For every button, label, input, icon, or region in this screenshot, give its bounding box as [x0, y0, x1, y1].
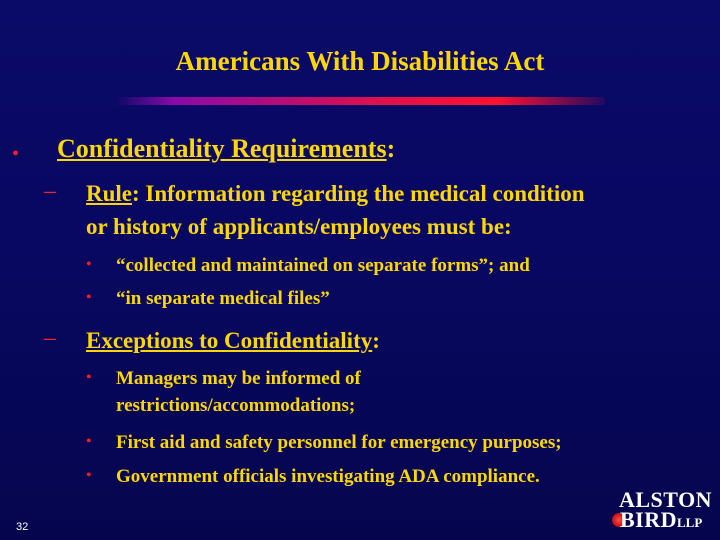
exceptions-suffix: :: [372, 328, 380, 353]
exceptions-label: Exceptions to Confidentiality: [86, 328, 373, 353]
slide-title: Americans With Disabilities Act: [175, 46, 545, 76]
exception-item-2: First aid and safety personnel for emergency purposes;: [116, 432, 562, 453]
exception-item-1-line-1: Managers may be informed of: [116, 368, 361, 389]
confidentiality-suffix: :: [386, 134, 396, 163]
rule-label: Rule: [86, 181, 132, 206]
exception-item-3-marker: •: [86, 467, 92, 484]
title-divider: [115, 97, 605, 105]
exception-item-3: Government officials investigating ADA compliance.: [116, 466, 540, 487]
rule-line-1: [86, 178, 585, 210]
page-number: 32: [16, 521, 29, 533]
logo-top-text: ALSTON: [619, 487, 713, 512]
rule-text-1: : Information regarding the medical condition: [132, 181, 585, 206]
rule-item-2: “in separate medical files”: [116, 288, 330, 309]
exception-item-2-marker: •: [86, 433, 92, 450]
logo-bottom-text: BIRD: [620, 507, 678, 532]
confidentiality-heading: [57, 134, 395, 164]
bullet-marker: •: [12, 143, 20, 165]
rule-line-2: or history of applicants/employees must be:: [86, 214, 512, 239]
rule-item-1-marker: •: [86, 256, 92, 273]
rule-item-2-marker: •: [86, 289, 92, 306]
logo-llp: LLP: [677, 515, 703, 530]
rule-item-1: “collected and maintained on separate forms”; and: [116, 255, 530, 276]
exception-item-1-line-2: restrictions/accommodations;: [116, 395, 356, 416]
exceptions-heading: [86, 325, 380, 357]
exceptions-dash: –: [44, 325, 56, 351]
logo-bottom-row: [620, 507, 702, 533]
alston-bird-logo: [612, 487, 712, 533]
confidentiality-label: Confidentiality Requirements: [57, 134, 387, 163]
exception-item-1-marker: •: [86, 369, 92, 386]
rule-dash: –: [44, 178, 56, 204]
